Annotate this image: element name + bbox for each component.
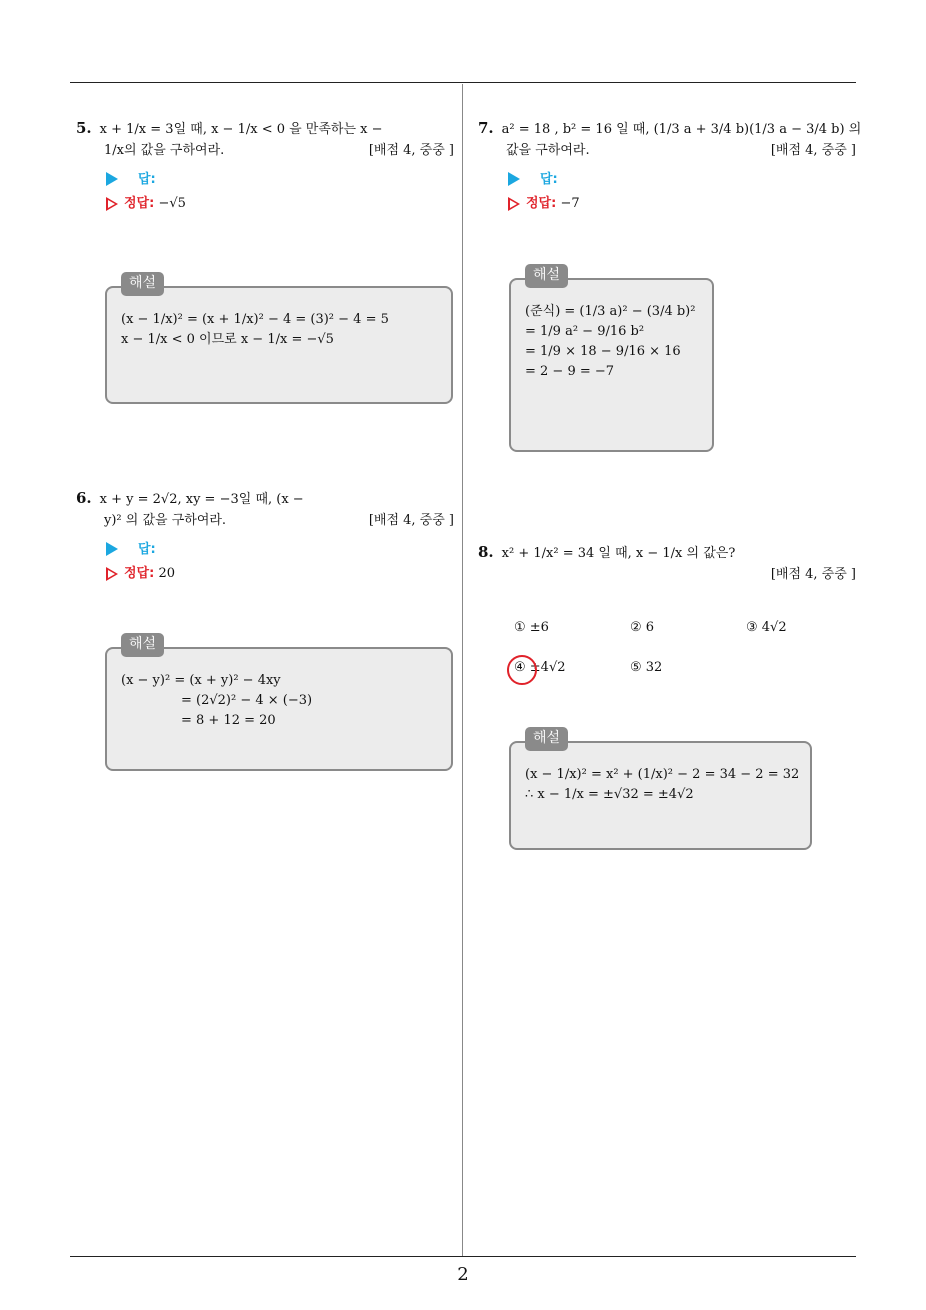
option-5[interactable]: ⑤ 32 <box>630 660 663 675</box>
answer-label: 답: <box>138 541 156 557</box>
answer-options <box>514 620 834 680</box>
question-line-1: x² + 1/x² = 34 일 때, x − 1/x 의 값은? <box>501 546 736 561</box>
page-number: 2 <box>457 1264 469 1285</box>
answer-arrow-icon <box>508 172 520 186</box>
selected-circle-icon <box>507 655 537 685</box>
solution-line: = (2√2)² − 4 × (−3) <box>181 693 313 709</box>
solution-box-7 <box>509 267 714 452</box>
score-meta: [배점 4, 중중 ] <box>770 566 856 582</box>
explanation-tag: 해설 <box>121 272 164 296</box>
answer-label: 답: <box>540 171 558 187</box>
solution-line: (준식) = (1/3 a)² − (3/4 b)² <box>525 304 696 319</box>
score-meta: [배점 4, 중중 ] <box>368 512 454 528</box>
correct-label: 정답: <box>124 566 155 582</box>
solution-box-8 <box>509 730 812 850</box>
answer-label: 답: <box>138 171 156 187</box>
explanation-tag: 해설 <box>525 727 568 751</box>
problem-7 <box>478 116 862 215</box>
problem-number: 8. <box>478 543 494 561</box>
header-rule <box>70 82 856 83</box>
question-line-2: 1/x의 값을 구하여라. <box>104 142 225 158</box>
problem-number: 6. <box>76 489 92 507</box>
solution-line: (x − 1/x)² = x² + (1/x)² − 2 = 34 − 2 = 32 <box>525 767 800 782</box>
solution-line: (x − 1/x)² = (x + 1/x)² − 4 = (3)² − 4 = 5 <box>121 312 389 327</box>
problem-8 <box>478 540 856 586</box>
problem-number: 7. <box>478 119 494 137</box>
correct-answer: −√5 <box>158 196 186 212</box>
question-line-2: 값을 구하여라. <box>506 142 590 158</box>
problem-5 <box>76 116 454 215</box>
explanation-tag: 해설 <box>121 633 164 657</box>
correct-arrow-icon <box>508 197 520 211</box>
question-line-2: y)² 의 값을 구하여라. <box>104 512 227 528</box>
option-1[interactable]: ① ±6 <box>514 620 549 635</box>
solution-line: = 1/9 × 18 − 9/16 × 16 <box>525 344 681 360</box>
correct-label: 정답: <box>526 196 557 212</box>
solution-line: = 8 + 12 = 20 <box>181 713 276 729</box>
correct-label: 정답: <box>124 196 155 212</box>
solution-box-6 <box>105 636 453 771</box>
correct-answer: 20 <box>158 566 176 582</box>
solution-line: ∴ x − 1/x = ±√32 = ±4√2 <box>525 787 694 803</box>
score-meta: [배점 4, 중중 ] <box>770 142 856 158</box>
correct-arrow-icon <box>106 567 118 581</box>
correct-answer: −7 <box>560 196 580 212</box>
solution-line: = 2 − 9 = −7 <box>525 364 615 380</box>
correct-arrow-icon <box>106 197 118 211</box>
option-2[interactable]: ② 6 <box>630 620 655 635</box>
problem-number: 5. <box>76 119 92 137</box>
question-line-1: x + 1/x = 3일 때, x − 1/x < 0 을 만족하는 x − <box>99 122 383 137</box>
solution-line: x − 1/x < 0 이므로 x − 1/x = −√5 <box>121 332 334 348</box>
answer-arrow-icon <box>106 172 118 186</box>
solution-line: (x − y)² = (x + y)² − 4xy <box>121 673 281 688</box>
option-4-label: ④ ±4√2 <box>514 660 566 675</box>
option-4[interactable] <box>514 660 566 675</box>
question-line-1: x + y = 2√2, xy = −3일 때, (x − <box>99 492 304 507</box>
solution-line: = 1/9 a² − 9/16 b² <box>525 324 645 340</box>
footer-rule <box>70 1256 856 1257</box>
problem-6 <box>76 486 454 585</box>
question-line-1: a² = 18 , b² = 16 일 때, (1/3 a + 3/4 b)(1/3 a − 3/4 b) 의 <box>501 122 862 137</box>
score-meta: [배점 4, 중중 ] <box>368 142 454 158</box>
solution-box-5 <box>105 275 453 404</box>
answer-arrow-icon <box>106 542 118 556</box>
explanation-tag: 해설 <box>525 264 568 288</box>
option-3[interactable]: ③ 4√2 <box>746 620 787 635</box>
column-divider <box>462 84 463 1256</box>
